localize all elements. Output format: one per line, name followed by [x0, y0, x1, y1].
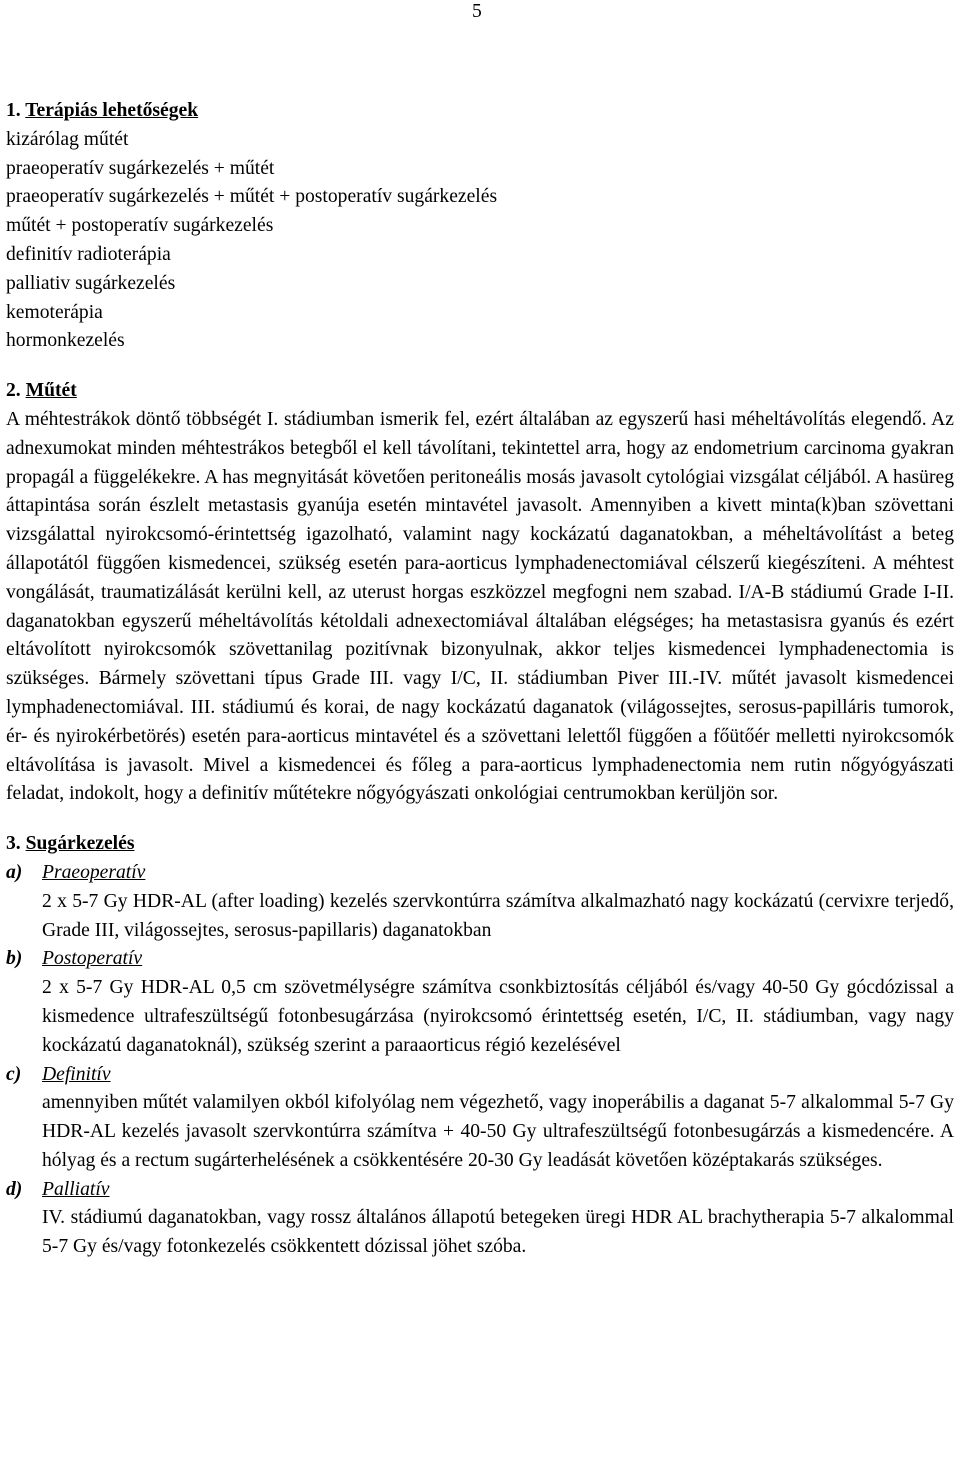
section-2-title: Műtét — [25, 380, 77, 402]
section-1-number: 1. — [6, 100, 21, 121]
section-3-title: Sugárkezelés — [25, 833, 135, 855]
subsection-marker: a) — [6, 861, 23, 883]
list-item: műtét + postoperatív sugárkezelés — [6, 215, 274, 237]
subsection-palliative — [6, 1176, 954, 1262]
page-number: 5 — [472, 1, 482, 22]
page-content — [6, 97, 954, 1262]
subsection-title: Postoperatív — [42, 948, 143, 970]
subsection-text: amennyiben műtét valamilyen okból kifolyólag nem végezhető, vagy inoperábilis a daganat 5-7 alkalommal 5-7 Gy HDR-AL kezelés javasolt szervkontúrra számítva + 40-50 Gy ultrafeszültségű fotonbesugárzás a kismedencére. A hólyag és a rectum sugárterhelésének a csökkentésére 20-30 Gy leadását követően középtakarás szükséges. — [42, 1092, 954, 1171]
section-3-heading — [6, 830, 954, 859]
subsection-text: 2 x 5-7 Gy HDR-AL (after loading) kezelés szervkontúrra számítva alkalmazható nagy kockázatú (cervixre terjedő, Grade III, világossejtes, serosus-papillaris) daganatokban — [42, 890, 954, 941]
subsection-marker: c) — [6, 1063, 22, 1085]
surgery-paragraph: A méhtestrákok döntő többségét I. stádiumban ismerik fel, ezért általában az egyszerű hasi méheltávolítás elegendő. Az adnexumokat minden méhtestrákos betegből el kell távolítani, tekintettel arra, hogy az endometrium carcinoma gyakran propagál a függelékekre. A has megnyitását követően peritoneális mosás javasolt cytológiai vizsgálat céljából. A hasüreg áttapintása során észlelt metastasis gyanúja esetén mintavétel javasolt. Amennyiben a kivett minta(k)ban szövettani vizsgálattal nyirokcsomó-érintettség igazolható, valamint nagy kockázatú daganatokban, a méheltávolítást a beteg állapotától függően kismedencei, szükség esetén para-aorticus lymphadenectomiával célszerű kiegészíteni. A méhtest vongálását, traumatizálását kerülni kell, az uterust horgas eszközzel megfogni nem szabad. I/A-B stádiumú Grade I-II. daganatokban egyszerű méheltávolítás kétoldali adnexectomiával általában elégséges; ha metastasisra gyanús és ezért eltávolított nyirokcsomók szövettanilag pozitívnak bizonyulnak, akkor teljes kismedencei lymphadenectomia is szükséges. Bármely szövettani típus Grade III. vagy I/C, II. stádiumban Piver III.-IV. műtét javasolt kismedencei lymphadenectomiával. III. stádiumú és korai, de nagy kockázatú daganatok (világossejtes, serosus-papilláris tumorok, ér- és nyirokérbetörés) esetén para-aorticus mintavétel és a szövettani lelettől függően a főütőér melletti nyirokcsomók eltávolítása is javasolt. Mivel a kismedencei és főleg a para-aorticus lymphadenectomia nem rutin nőgyógyászati feladat, indokolt, hogy a definitív műtétekre nőgyógyászati onkológiai centrumokban kerüljön sor. — [6, 408, 954, 805]
subsection-praeoperative — [6, 859, 954, 945]
list-item: definitív radioterápia — [6, 243, 171, 265]
section-2-number: 2. — [6, 380, 21, 402]
section-1-title: Terápiás lehetőségek — [25, 100, 199, 121]
subsection-text: IV. stádiumú daganatokban, vagy rossz általános állapotú betegeken üregi HDR AL brachytherapia 5-7 alkalommal 5-7 Gy és/vagy fotonkezelés csökkentett dózissal jöhet szóba. — [42, 1207, 954, 1258]
subsection-title: Praeoperatív — [42, 861, 146, 883]
section-2-heading — [6, 377, 954, 406]
subsection-title: Definitív — [42, 1063, 111, 1085]
subsection-marker: b) — [6, 948, 23, 970]
section-3-number: 3. — [6, 833, 21, 855]
subsection-definitive — [6, 1061, 954, 1176]
subsection-marker: d) — [6, 1178, 23, 1200]
subsection-text: 2 x 5-7 Gy HDR-AL 0,5 cm szövetmélységre számítva csonkbiztosítás céljából és/vagy 40-50 Gy gócdózissal a kismedence ultrafeszültségű fotonbesugárzása (nyirokcsomó érintettség esetén, I/C, II. stádiumban, vagy nagy kockázatú daganatoknál), szükség szerint a paraaorticus régió kezelésével — [42, 977, 954, 1056]
subsection-title: Palliatív — [42, 1178, 110, 1200]
list-item: praeoperatív sugárkezelés + műtét — [6, 157, 275, 179]
list-item: praeoperatív sugárkezelés + műtét + postoperatív sugárkezelés — [6, 186, 498, 208]
subsection-postoperative — [6, 945, 954, 1060]
list-item: kemoterápia — [6, 301, 103, 323]
list-item: kizárólag műtét — [6, 128, 129, 150]
list-item: palliativ sugárkezelés — [6, 272, 176, 294]
therapy-options-list — [6, 126, 954, 356]
section-1-heading — [6, 97, 954, 126]
list-item: hormonkezelés — [6, 330, 125, 352]
